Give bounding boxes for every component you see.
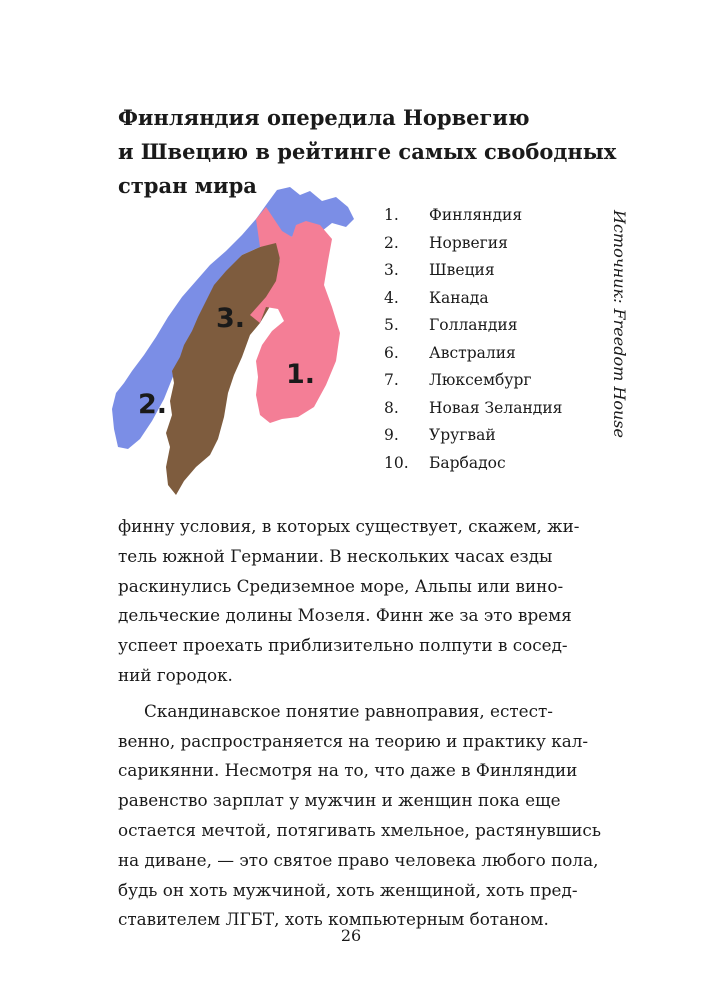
rank-number: 1. bbox=[384, 206, 399, 224]
list-item bbox=[384, 367, 562, 395]
paragraph bbox=[118, 512, 598, 691]
rank-number: 7. bbox=[384, 371, 399, 389]
country-name: Швеция bbox=[429, 261, 495, 279]
country-name: Новая Зеландия bbox=[429, 398, 563, 417]
rank-number: 9. bbox=[384, 426, 399, 444]
list-item bbox=[384, 340, 562, 368]
rank-number: 6. bbox=[384, 343, 399, 362]
list-item bbox=[384, 395, 562, 423]
text-line: тель южной Германии. В нескольких часах езды bbox=[118, 545, 553, 566]
finland-label: 1. bbox=[286, 359, 316, 390]
country-name: Финляндия bbox=[429, 206, 523, 224]
title-line: и Швецию в рейтинге самых свободных bbox=[118, 139, 617, 164]
list-item bbox=[384, 312, 562, 340]
text-line: остается мечтой, потягивать хмельное, растянувшись bbox=[118, 819, 601, 840]
rank-number: 5. bbox=[384, 316, 399, 334]
paragraph bbox=[118, 697, 601, 935]
list-item bbox=[384, 285, 562, 313]
rank-number: 4. bbox=[384, 288, 399, 307]
freedom-ranking-list bbox=[384, 202, 562, 477]
page-number: 26 bbox=[340, 926, 362, 945]
text-line: венно, распространяется на теорию и практику кал- bbox=[118, 730, 589, 751]
text-line: сарикянни. Несмотря на то, что даже в Финляндии bbox=[118, 760, 578, 781]
text-line: раскинулись Средиземное море, Альпы или вино- bbox=[118, 575, 564, 596]
country-name: Барбадос bbox=[429, 453, 506, 472]
norway-label: 2. bbox=[138, 389, 168, 420]
country-name: Люксембург bbox=[429, 371, 532, 389]
rank-number: 3. bbox=[384, 261, 399, 279]
rank-number: 8. bbox=[384, 398, 399, 417]
source-caption: Источник: Freedom House bbox=[610, 210, 629, 438]
country-name: Норвегия bbox=[429, 233, 508, 252]
list-item bbox=[384, 230, 562, 258]
text-line: ставителем ЛГБТ, хоть компьютерным ботаном. bbox=[118, 909, 549, 930]
text-line: Скандинавское понятие равноправия, естест- bbox=[144, 700, 553, 721]
text-line: ний городок. bbox=[118, 664, 233, 685]
scandinavia-map bbox=[110, 185, 365, 495]
title-line: Финляндия опередила Норвегию bbox=[118, 105, 530, 130]
country-name: Голландия bbox=[429, 316, 518, 334]
country-name: Австралия bbox=[429, 343, 516, 362]
text-line: равенство зарплат у мужчин и женщин пока еще bbox=[118, 790, 561, 811]
sweden-label: 3. bbox=[216, 303, 246, 334]
list-item bbox=[384, 422, 562, 450]
rank-number: 10. bbox=[384, 453, 409, 472]
title-line: стран мира bbox=[118, 173, 257, 198]
text-line: на диване, — это святое право человека любого пола, bbox=[118, 849, 599, 870]
list-item bbox=[384, 202, 562, 230]
rank-number: 2. bbox=[384, 233, 399, 252]
text-line: успеет проехать приблизительно полпути в сосед- bbox=[118, 635, 568, 656]
list-item bbox=[384, 450, 562, 478]
list-item bbox=[384, 257, 562, 285]
country-name: Канада bbox=[429, 288, 489, 307]
text-line: финну условия, в которых существует, скажем, жи- bbox=[118, 516, 580, 536]
country-name: Уругвай bbox=[429, 426, 496, 444]
text-line: дельческие долины Мозеля. Финн же за это время bbox=[118, 605, 572, 626]
text-line: будь он хоть мужчиной, хоть женщиной, хоть пред- bbox=[118, 879, 578, 900]
body-text bbox=[118, 512, 601, 935]
